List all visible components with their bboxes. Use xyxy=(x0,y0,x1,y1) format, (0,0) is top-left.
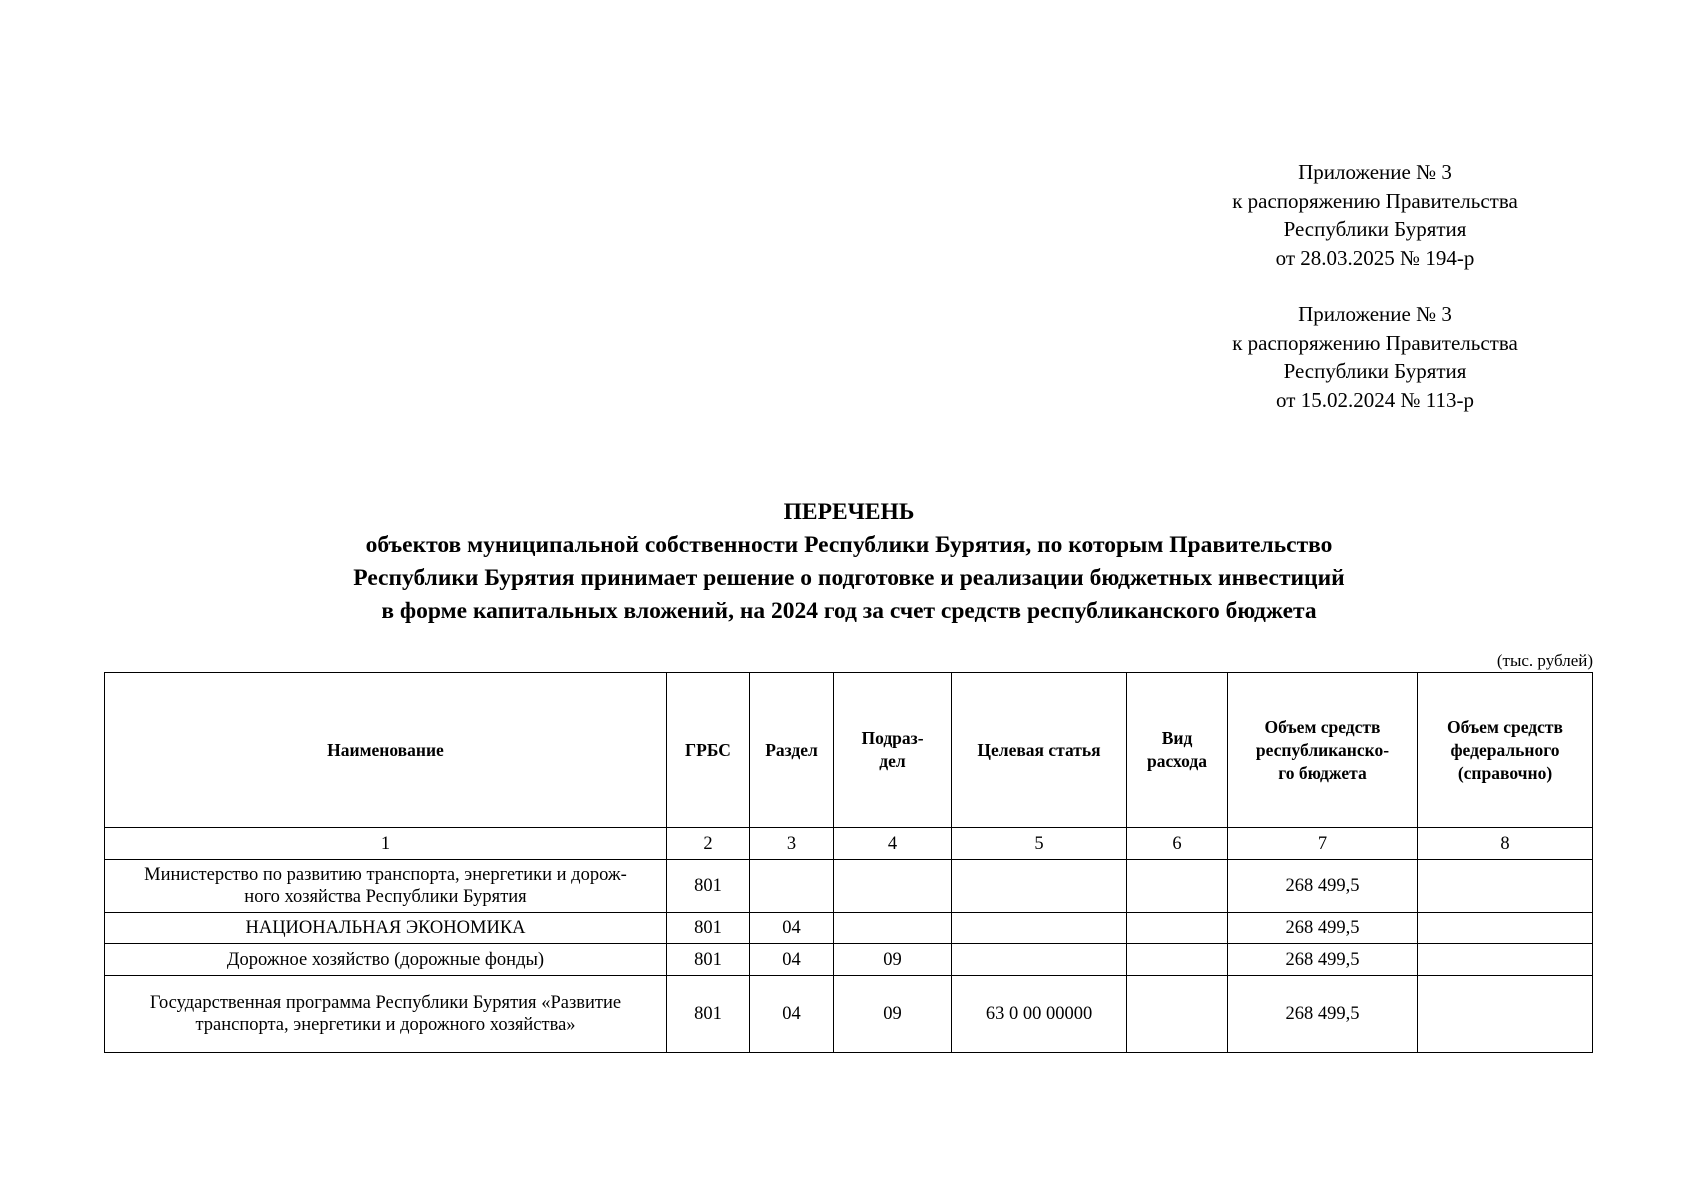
row-republican-budget: 268 499,5 xyxy=(1228,976,1418,1053)
row-grbs: 801 xyxy=(667,913,750,944)
title-line: Республики Бурятия принимает решение о подготовке и реализации бюджетных инвестиций xyxy=(353,565,1345,591)
row-subsection xyxy=(834,860,952,913)
row-federal-budget xyxy=(1418,913,1593,944)
header-expense-type: Вид расхода xyxy=(1127,673,1228,828)
column-number: 6 xyxy=(1127,828,1228,860)
row-target xyxy=(952,944,1127,976)
appendix-date-line: от 28.03.2025 № 194-р xyxy=(1275,245,1475,270)
header-name: Наименование xyxy=(105,673,667,828)
header-subsection: Подраз- дел xyxy=(834,673,952,828)
column-number-row xyxy=(105,828,1593,860)
header-grbs: ГРБС xyxy=(667,673,750,828)
column-number: 3 xyxy=(750,828,834,860)
header-target-article: Целевая статья xyxy=(952,673,1127,828)
row-grbs: 801 xyxy=(667,976,750,1053)
row-section xyxy=(750,860,834,913)
row-name: Министерство по развитию транспорта, энергетики и дорож- ного хозяйства Республики Бурятия xyxy=(105,860,667,913)
table-row xyxy=(105,913,1593,944)
appendix-line: Республики Бурятия xyxy=(1283,359,1467,383)
row-expense xyxy=(1127,913,1228,944)
row-target xyxy=(952,913,1127,944)
row-republican-budget: 268 499,5 xyxy=(1228,860,1418,913)
table-row xyxy=(105,944,1593,976)
row-expense xyxy=(1127,944,1228,976)
column-number: 7 xyxy=(1228,828,1418,860)
header-federal-budget: Объем средств федерального (справочно) xyxy=(1418,673,1593,828)
appendix-line: к распоряжению Правительства xyxy=(1232,188,1518,213)
appendix-line: Приложение № 3 xyxy=(1298,302,1452,326)
appendix-date-line: от 15.02.2024 № 113-р xyxy=(1276,387,1474,412)
row-name: Дорожное хозяйство (дорожные фонды) xyxy=(105,944,667,976)
appendix-block-previous xyxy=(1150,300,1600,414)
row-subsection: 09 xyxy=(834,976,952,1053)
row-subsection: 09 xyxy=(834,944,952,976)
row-section: 04 xyxy=(750,944,834,976)
row-republican-budget: 268 499,5 xyxy=(1228,913,1418,944)
budget-table xyxy=(104,672,1593,1053)
column-number: 4 xyxy=(834,828,952,860)
column-number: 2 xyxy=(667,828,750,860)
appendix-line: Приложение № 3 xyxy=(1298,160,1452,184)
title-line: объектов муниципальной собственности Республики Бурятия, по которым Правительство xyxy=(365,532,1333,558)
appendix-line: Республики Бурятия xyxy=(1283,217,1467,241)
header-republican-budget: Объем средств республиканско- го бюджета xyxy=(1228,673,1418,828)
row-name: Государственная программа Республики Бурятия «Развитие транспорта, энергетики и дорожного хозяйства» xyxy=(105,976,667,1053)
column-number: 1 xyxy=(105,828,667,860)
title-heading: ПЕРЕЧЕНЬ xyxy=(783,499,915,525)
row-federal-budget xyxy=(1418,860,1593,913)
table-header-row xyxy=(105,673,1593,828)
row-federal-budget xyxy=(1418,976,1593,1053)
table-row xyxy=(105,976,1593,1053)
row-target: 63 0 00 00000 xyxy=(952,976,1127,1053)
column-number: 8 xyxy=(1418,828,1593,860)
title-line: в форме капитальных вложений, на 2024 год за счет средств республиканского бюджета xyxy=(381,598,1317,624)
appendix-block-current xyxy=(1150,158,1600,272)
header-section: Раздел xyxy=(750,673,834,828)
row-expense xyxy=(1127,860,1228,913)
table-row xyxy=(105,860,1593,913)
appendix-line: к распоряжению Правительства xyxy=(1232,330,1518,355)
row-name: НАЦИОНАЛЬНАЯ ЭКОНОМИКА xyxy=(105,913,667,944)
document-title xyxy=(0,496,1698,628)
row-section: 04 xyxy=(750,913,834,944)
column-number: 5 xyxy=(952,828,1127,860)
units-label: (тыс. рублей) xyxy=(1496,651,1593,670)
row-republican-budget: 268 499,5 xyxy=(1228,944,1418,976)
row-target xyxy=(952,860,1127,913)
row-federal-budget xyxy=(1418,944,1593,976)
row-subsection xyxy=(834,913,952,944)
row-section: 04 xyxy=(750,976,834,1053)
row-expense xyxy=(1127,976,1228,1053)
row-grbs: 801 xyxy=(667,944,750,976)
row-grbs: 801 xyxy=(667,860,750,913)
